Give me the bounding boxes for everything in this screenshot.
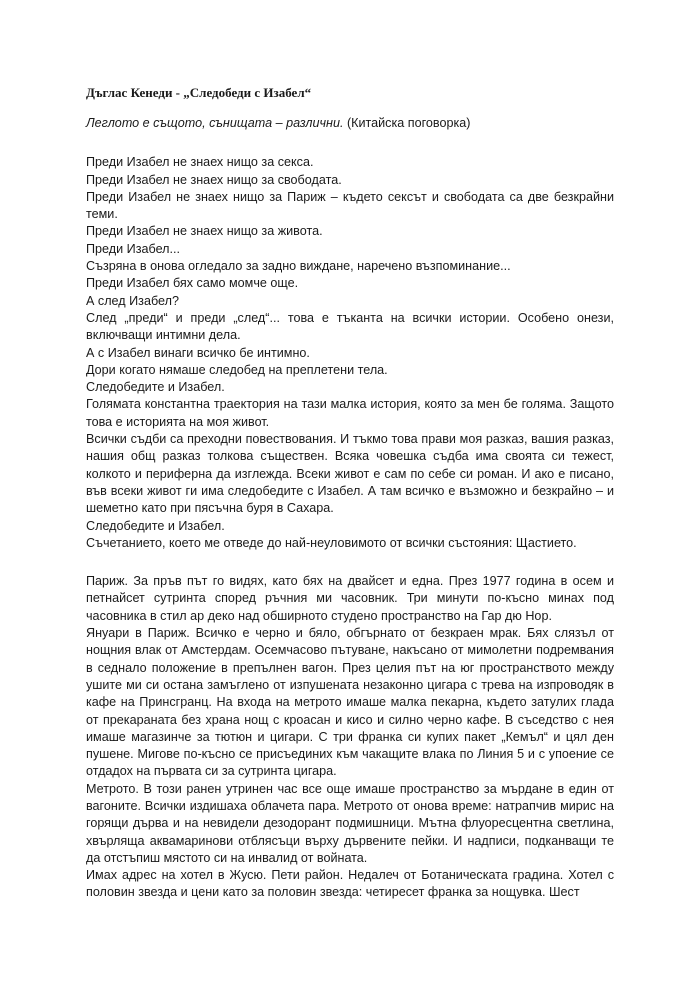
- paragraph: Голямата константна траектория на тази малка история, която за мен бе голяма. Защото това е историята на моя живот.: [86, 397, 614, 429]
- section-1: [86, 154, 614, 552]
- paragraph: Съчетанието, което ме отведе до най-неуловимото от всички състояния: Щастието.: [86, 535, 577, 550]
- paragraph: Преди Изабел не знаех нищо за Париж – където сексът и свободата са две безкрайни теми.: [86, 189, 614, 222]
- document-title: Дъглас Кенеди - „Следобеди с Изабел“: [86, 85, 312, 100]
- paragraph: Преди Изабел...: [86, 241, 180, 256]
- paragraph: Дори когато нямаше следобед на преплетени тела.: [86, 362, 388, 377]
- epigraph: [86, 115, 614, 132]
- paragraph: А с Изабел винаги всичко бе интимно.: [86, 345, 310, 360]
- paragraph: Преди Изабел не знаех нищо за живота.: [86, 224, 323, 239]
- paragraph: Преди Изабел не знаех нищо за свободата.: [86, 172, 342, 187]
- paragraph: След „преди“ и преди „след“... това е тъканта на всички истории. Особено онези, включващи интимни дела.: [86, 310, 614, 343]
- paragraph: Преди Изабел бях само момче още.: [86, 276, 299, 291]
- epigraph-source: (Китайска поговорка): [343, 116, 471, 130]
- paragraph: Преди Изабел не знаех нищо за секса.: [86, 155, 314, 170]
- section-2: [86, 573, 614, 902]
- paragraph: Следобедите и Изабел.: [86, 518, 225, 533]
- paragraph: Всички съдби са преходни повествования. И тъкмо това прави моя разказ, вашия разказ, нашия общ разказ толкова съществен. Всяка човешка съдба има своята си тежест, колкото и периферна да изглежда. Всеки живот е сам по себе си роман. И ако е писано, във всеки живот ги има следобедите с Изабел. А там всичко е възможно и безкрайно – и шеметно като при пясъчна буря в Сахара.: [86, 432, 614, 516]
- paragraph: Съзряна в онова огледало за задно виждане, наречено възпоминание...: [86, 259, 511, 274]
- paragraph: Януари в Париж. Всичко е черно и бяло, обгърнато от безкраен мрак. Бях слязъл от нощния влак от Амстердам. Осемчасово пътуване, накъсано от мимолетни подремвания в седнало положение в препълнен вагон. През целия път на юг пространството между ушите ми си остана замъглено от изпушената незаконно цигара с трева на изпроводяк в кафе на Принсгранц. На входа на метрото имаше малка пекарна, където затулих глада от прекараната без храна нощ с кроасан и кисо и силно черно кафе. В съседство с нея имаше магазинче за тютюн и цигари. С три франка си купих пакет „Кемъл“ и цял ден пушене. Мигове по-късно се присъединих към чакащите влака по Линия 5 и с упоение се отдадох на първата си за сутринта цигара.: [86, 626, 614, 779]
- paragraph: Метрото. В този ранен утринен час все още имаше пространство за мърдане в един от вагоните. Всички издишаха облачета пара. Метрото от онова време: натрапчив мирис на горящи дърва и на невидели дезодорант подмишници. Мътна флуоресцентна светлина, хвърляща аквамаринови отблясъци върху дървените пейки. И надписи, подканващи те да отстъпиш мястото си на инвалид от войната.: [86, 781, 614, 865]
- epigraph-quote: Леглото е същото, сънищата – различни.: [86, 116, 344, 130]
- paragraph: А след Изабел?: [86, 293, 179, 308]
- paragraph: Имах адрес на хотел в Жусю. Пети район. Недалеч от Ботаническата градина. Хотел с половин звезда и цени като за половин звезда: четиресет франка за нощувка. Шест: [86, 868, 614, 900]
- paragraph: Париж. За пръв път го видях, като бях на двайсет и една. През 1977 година в осем и петнайсет сутринта според ръчния ми часовник. Три минути по-късно минах под часовника в стил ар деко над обширното студено пространство на Гар дю Нор.: [86, 574, 614, 623]
- paragraph: Следобедите и Изабел.: [86, 380, 225, 395]
